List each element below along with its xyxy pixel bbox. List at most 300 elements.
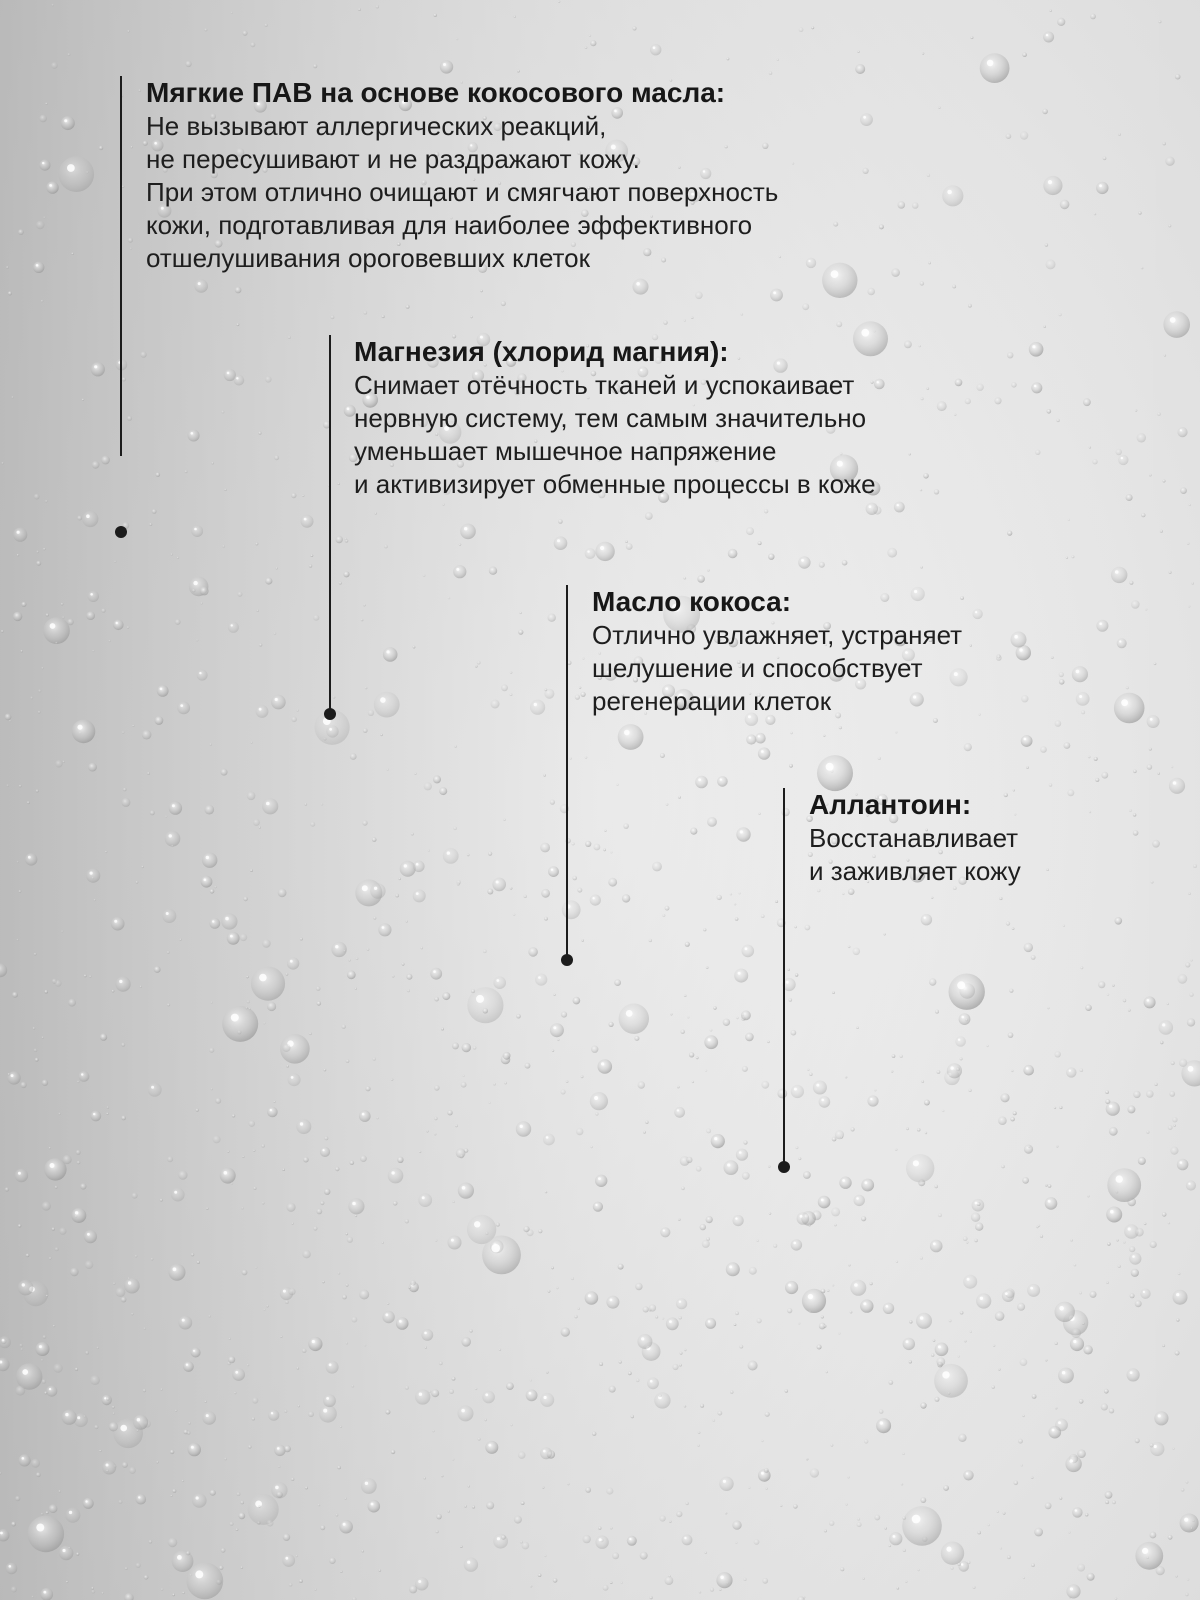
foam-bubble bbox=[552, 1050, 554, 1052]
foam-bubble bbox=[169, 1264, 186, 1281]
foam-bubble bbox=[440, 60, 453, 73]
foam-bubble bbox=[196, 1109, 199, 1112]
foam-bubble bbox=[665, 906, 670, 911]
foam-bubble bbox=[1043, 32, 1054, 43]
foam-bubble-highlight bbox=[723, 1480, 726, 1483]
foam-bubble bbox=[1127, 1105, 1135, 1113]
foam-bubble bbox=[1175, 1575, 1177, 1577]
foam-bubble-highlight bbox=[975, 1202, 978, 1205]
foam-bubble bbox=[413, 889, 426, 902]
foam-bubble-highlight bbox=[720, 778, 722, 780]
callout-text bbox=[809, 788, 1021, 888]
foam-bubble bbox=[106, 1397, 110, 1401]
foam-bubble bbox=[156, 1461, 158, 1463]
foam-bubble bbox=[826, 1371, 828, 1373]
foam-bubble bbox=[41, 1359, 43, 1361]
foam-bubble bbox=[535, 974, 547, 986]
foam-bubble bbox=[902, 1452, 905, 1455]
foam-bubble bbox=[1085, 1513, 1088, 1516]
foam-bubble bbox=[470, 316, 472, 318]
callout-pointer-line bbox=[783, 788, 785, 1168]
foam-bubble bbox=[544, 1555, 546, 1557]
foam-bubble bbox=[792, 162, 794, 164]
foam-bubble bbox=[898, 201, 906, 209]
foam-bubble-highlight bbox=[599, 1538, 602, 1541]
foam-bubble bbox=[864, 1439, 868, 1443]
foam-bubble bbox=[336, 536, 343, 543]
foam-bubble bbox=[561, 1327, 570, 1336]
callout-body-line: Восстанавливает bbox=[809, 823, 1019, 853]
foam-bubble bbox=[122, 185, 125, 188]
foam-bubble bbox=[850, 1311, 853, 1314]
foam-bubble bbox=[112, 1406, 115, 1409]
foam-bubble bbox=[358, 8, 361, 11]
foam-bubble bbox=[21, 602, 26, 607]
foam-bubble bbox=[460, 1545, 463, 1548]
foam-bubble bbox=[934, 1364, 968, 1398]
foam-bubble bbox=[832, 991, 835, 994]
foam-bubble bbox=[593, 1202, 603, 1212]
foam-bubble bbox=[935, 1343, 949, 1357]
foam-bubble bbox=[396, 1317, 409, 1330]
foam-bubble bbox=[598, 1526, 601, 1529]
foam-bubble bbox=[19, 1454, 31, 1466]
foam-bubble bbox=[572, 876, 577, 881]
foam-bubble bbox=[1112, 984, 1115, 987]
foam-bubble bbox=[976, 384, 983, 391]
foam-bubble bbox=[90, 1111, 101, 1122]
foam-bubble bbox=[99, 146, 103, 150]
foam-bubble bbox=[684, 1405, 686, 1407]
foam-bubble bbox=[863, 168, 869, 174]
foam-bubble-highlight bbox=[119, 980, 122, 983]
foam-bubble bbox=[622, 894, 630, 902]
foam-bubble-highlight bbox=[520, 1125, 523, 1128]
foam-bubble-highlight bbox=[259, 974, 267, 982]
foam-bubble bbox=[678, 1218, 681, 1221]
foam-bubble bbox=[561, 1011, 567, 1017]
foam-bubble bbox=[101, 1592, 103, 1594]
foam-bubble bbox=[726, 1262, 740, 1276]
foam-bubble bbox=[998, 1368, 1001, 1371]
foam-bubble bbox=[46, 181, 58, 193]
foam-bubble bbox=[486, 1501, 494, 1509]
foam-bubble-highlight bbox=[391, 1171, 394, 1174]
foam-bubble-highlight bbox=[600, 546, 604, 550]
foam-bubble bbox=[350, 1160, 355, 1165]
foam-bubble bbox=[1003, 1512, 1006, 1515]
foam-bubble bbox=[208, 1315, 211, 1318]
foam-bubble bbox=[1079, 1291, 1082, 1294]
foam-bubble bbox=[258, 1505, 260, 1507]
foam-bubble-highlight bbox=[897, 504, 899, 506]
foam-bubble bbox=[610, 1527, 613, 1530]
foam-bubble bbox=[245, 1007, 247, 1009]
foam-bubble bbox=[286, 1065, 289, 1068]
foam-bubble bbox=[172, 1489, 176, 1493]
foam-bubble bbox=[384, 545, 388, 549]
foam-bubble bbox=[510, 887, 513, 890]
foam-bubble bbox=[925, 1132, 927, 1134]
foam-bubble bbox=[213, 1135, 221, 1143]
callout-pointer-line bbox=[566, 585, 568, 960]
foam-bubble bbox=[76, 1150, 81, 1155]
foam-bubble bbox=[838, 1332, 840, 1334]
foam-bubble bbox=[101, 608, 105, 612]
foam-bubble bbox=[903, 1338, 915, 1350]
foam-bubble bbox=[276, 567, 278, 569]
foam-bubble-highlight bbox=[967, 1278, 970, 1281]
foam-bubble bbox=[595, 1112, 598, 1115]
foam-bubble-highlight bbox=[199, 672, 201, 674]
foam-bubble bbox=[49, 1504, 58, 1513]
foam-bubble bbox=[1126, 686, 1129, 689]
foam-bubble bbox=[546, 1371, 549, 1374]
foam-bubble-highlight bbox=[151, 1086, 154, 1089]
foam-bubble bbox=[1007, 531, 1012, 536]
foam-bubble bbox=[1177, 427, 1187, 437]
foam-bubble-highlight bbox=[362, 1113, 365, 1116]
foam-bubble-highlight bbox=[323, 1409, 327, 1413]
foam-bubble bbox=[1135, 1542, 1163, 1570]
foam-bubble bbox=[1150, 1241, 1157, 1248]
foam-bubble bbox=[285, 1300, 289, 1304]
foam-bubble bbox=[787, 968, 790, 971]
foam-bubble bbox=[46, 613, 49, 616]
foam-bubble bbox=[571, 1277, 574, 1280]
foam-bubble bbox=[1104, 1389, 1109, 1394]
foam-bubble bbox=[460, 1154, 464, 1158]
foam-bubble-highlight bbox=[191, 1446, 194, 1449]
foam-bubble bbox=[343, 950, 345, 952]
foam-bubble-highlight bbox=[854, 1283, 858, 1287]
foam-bubble bbox=[1020, 131, 1028, 139]
foam-bubble bbox=[229, 1522, 233, 1526]
foam-bubble bbox=[636, 1379, 640, 1383]
foam-bubble bbox=[614, 979, 621, 986]
foam-bubble-highlight bbox=[204, 878, 207, 881]
foam-bubble bbox=[755, 733, 766, 744]
foam-bubble bbox=[238, 1513, 245, 1520]
foam-bubble bbox=[398, 878, 401, 881]
foam-bubble bbox=[1028, 1145, 1031, 1148]
foam-bubble bbox=[1109, 1127, 1118, 1136]
foam-bubble-highlight bbox=[740, 830, 743, 833]
foam-bubble bbox=[452, 1200, 455, 1203]
foam-bubble bbox=[902, 1506, 942, 1546]
foam-bubble-highlight bbox=[942, 1371, 949, 1378]
foam-bubble-highlight bbox=[816, 1084, 819, 1087]
foam-bubble bbox=[1103, 157, 1107, 161]
foam-bubble bbox=[934, 1185, 938, 1189]
foam-bubble bbox=[1012, 927, 1015, 930]
foam-bubble bbox=[452, 1042, 459, 1049]
foam-bubble bbox=[167, 951, 170, 954]
foam-bubble bbox=[221, 1548, 226, 1553]
foam-bubble bbox=[874, 1515, 880, 1521]
foam-bubble bbox=[434, 14, 437, 17]
foam-bubble bbox=[591, 1046, 598, 1053]
foam-bubble bbox=[516, 1121, 531, 1136]
foam-bubble bbox=[493, 976, 506, 989]
foam-bubble bbox=[320, 1525, 325, 1530]
foam-bubble-highlight bbox=[677, 1109, 679, 1111]
foam-bubble bbox=[650, 44, 661, 55]
callout-body-line: уменьшает мышечное напряжение bbox=[354, 436, 777, 466]
foam-bubble-highlight bbox=[745, 947, 748, 950]
foam-bubble bbox=[28, 1516, 65, 1553]
foam-bubble-highlight bbox=[290, 960, 293, 963]
foam-bubble bbox=[1175, 74, 1181, 80]
foam-bubble-highlight bbox=[67, 164, 75, 172]
foam-bubble bbox=[202, 853, 217, 868]
foam-bubble bbox=[127, 416, 132, 421]
foam-bubble bbox=[364, 1344, 366, 1346]
foam-bubble bbox=[922, 52, 924, 54]
foam-bubble bbox=[548, 1290, 551, 1293]
foam-bubble bbox=[248, 1494, 279, 1525]
foam-bubble bbox=[764, 509, 768, 513]
foam-bubble bbox=[21, 1348, 24, 1351]
foam-bubble bbox=[1031, 1563, 1035, 1567]
foam-bubble bbox=[619, 1004, 649, 1034]
foam-bubble bbox=[955, 379, 963, 387]
foam-bubble-highlight bbox=[137, 1418, 140, 1421]
foam-bubble bbox=[1018, 1439, 1023, 1444]
foam-bubble bbox=[558, 1, 560, 3]
foam-bubble-highlight bbox=[206, 1414, 209, 1417]
foam-bubble bbox=[1059, 679, 1065, 685]
foam-bubble bbox=[247, 792, 256, 801]
foam-bubble bbox=[906, 1127, 909, 1130]
foam-bubble bbox=[1112, 1500, 1116, 1504]
foam-bubble bbox=[39, 160, 50, 171]
foam-bubble bbox=[592, 1432, 596, 1436]
foam-bubble bbox=[706, 966, 709, 969]
foam-bubble bbox=[106, 1470, 109, 1473]
foam-bubble bbox=[61, 603, 64, 606]
foam-bubble bbox=[770, 289, 783, 302]
foam-bubble bbox=[1149, 748, 1152, 751]
foam-bubble bbox=[431, 1389, 439, 1397]
foam-bubble bbox=[287, 957, 299, 969]
foam-bubble bbox=[1186, 1180, 1196, 1190]
foam-bubble bbox=[503, 1052, 511, 1060]
foam-bubble bbox=[302, 495, 304, 497]
foam-bubble bbox=[197, 670, 208, 681]
foam-bubble bbox=[1055, 1407, 1057, 1409]
foam-bubble bbox=[55, 980, 62, 987]
foam-bubble bbox=[578, 1307, 580, 1309]
foam-bubble bbox=[742, 1172, 750, 1180]
foam-bubble-highlight bbox=[958, 1039, 960, 1041]
foam-bubble bbox=[480, 290, 483, 293]
foam-bubble bbox=[1169, 1091, 1175, 1097]
foam-bubble bbox=[259, 826, 261, 828]
foam-bubble bbox=[833, 222, 838, 227]
foam-bubble bbox=[581, 939, 584, 942]
foam-bubble-highlight bbox=[826, 763, 834, 771]
foam-bubble bbox=[647, 1377, 659, 1389]
foam-bubble bbox=[1094, 757, 1098, 761]
foam-bubble bbox=[949, 1319, 952, 1322]
foam-bubble bbox=[426, 1130, 428, 1132]
foam-bubble bbox=[85, 1351, 89, 1355]
foam-bubble bbox=[526, 1389, 538, 1401]
foam-bubble bbox=[1087, 1573, 1095, 1581]
foam-bubble bbox=[1054, 1107, 1056, 1109]
foam-bubble bbox=[743, 1140, 747, 1144]
foam-bubble bbox=[543, 774, 546, 777]
foam-bubble bbox=[410, 1280, 416, 1286]
foam-bubble bbox=[739, 1345, 743, 1349]
foam-bubble bbox=[144, 1575, 149, 1580]
foam-bubble bbox=[407, 989, 410, 992]
foam-bubble-highlight bbox=[653, 46, 656, 49]
foam-bubble bbox=[1135, 1228, 1144, 1237]
foam-bubble-highlight bbox=[595, 1204, 597, 1206]
foam-bubble bbox=[724, 1160, 739, 1175]
foam-bubble bbox=[876, 1418, 891, 1433]
foam-bubble bbox=[70, 1268, 79, 1277]
foam-bubble bbox=[308, 1411, 314, 1417]
foam-bubble bbox=[365, 1086, 370, 1091]
foam-bubble bbox=[1123, 1241, 1126, 1244]
callout-body-line: и заживляет кожу bbox=[809, 856, 1021, 886]
foam-bubble bbox=[240, 1501, 244, 1505]
foam-bubble-highlight bbox=[708, 1320, 710, 1322]
callout-body-line: При этом отлично очищают и смягчают поверхность bbox=[146, 177, 779, 207]
foam-bubble bbox=[510, 1424, 512, 1426]
foam-bubble bbox=[430, 968, 442, 980]
foam-bubble bbox=[434, 1117, 437, 1120]
foam-bubble-highlight bbox=[924, 917, 926, 919]
foam-bubble bbox=[191, 525, 203, 537]
foam-bubble bbox=[1087, 1195, 1089, 1197]
foam-bubble-highlight bbox=[419, 1393, 422, 1396]
foam-bubble-highlight bbox=[869, 505, 872, 508]
foam-bubble bbox=[313, 1226, 317, 1230]
foam-bubble-highlight bbox=[496, 881, 499, 884]
foam-bubble bbox=[192, 589, 196, 593]
foam-bubble bbox=[1116, 449, 1122, 455]
foam-bubble bbox=[368, 1500, 381, 1513]
foam-bubble bbox=[1, 462, 3, 464]
foam-bubble bbox=[817, 755, 853, 791]
foam-bubble bbox=[289, 1583, 293, 1587]
foam-bubble bbox=[736, 1149, 748, 1161]
foam-bubble bbox=[152, 509, 157, 514]
foam-bubble bbox=[1133, 813, 1136, 816]
foam-bubble-highlight bbox=[174, 1191, 177, 1194]
foam-bubble-highlight bbox=[17, 531, 20, 534]
foam-bubble bbox=[370, 883, 385, 898]
foam-bubble bbox=[1185, 962, 1190, 967]
foam-bubble bbox=[856, 1026, 859, 1029]
foam-bubble bbox=[662, 1317, 664, 1319]
foam-bubble bbox=[1000, 1547, 1002, 1549]
foam-bubble bbox=[273, 632, 276, 635]
foam-bubble bbox=[220, 1168, 236, 1184]
foam-bubble bbox=[475, 665, 478, 668]
foam-bubble bbox=[556, 1287, 558, 1289]
foam-bubble bbox=[719, 1589, 721, 1591]
foam-bubble bbox=[313, 64, 317, 68]
foam-bubble bbox=[458, 1183, 474, 1199]
foam-bubble bbox=[797, 1212, 810, 1225]
foam-bubble-highlight bbox=[1128, 1227, 1131, 1230]
foam-bubble bbox=[992, 1385, 995, 1388]
foam-bubble bbox=[375, 512, 377, 514]
foam-bubble bbox=[142, 730, 152, 740]
foam-bubble bbox=[798, 1322, 800, 1324]
foam-bubble bbox=[929, 978, 936, 985]
foam-bubble bbox=[958, 1355, 960, 1357]
foam-bubble-highlight bbox=[169, 834, 172, 837]
foam-bubble bbox=[1034, 1528, 1043, 1537]
foam-bubble bbox=[583, 1535, 591, 1543]
foam-bubble bbox=[236, 323, 239, 326]
foam-bubble bbox=[291, 493, 296, 498]
foam-bubble bbox=[42, 1036, 44, 1038]
foam-bubble bbox=[806, 258, 816, 268]
foam-bubble bbox=[660, 1227, 670, 1237]
foam-bubble bbox=[443, 848, 459, 864]
foam-bubble bbox=[1059, 672, 1064, 677]
foam-bubble bbox=[169, 801, 182, 814]
foam-bubble-highlight bbox=[259, 708, 262, 711]
foam-bubble-highlight bbox=[231, 1014, 239, 1022]
foam-bubble bbox=[1090, 1291, 1097, 1298]
foam-bubble bbox=[798, 1157, 801, 1160]
foam-bubble bbox=[1176, 1318, 1179, 1321]
foam-bubble bbox=[347, 970, 356, 979]
foam-bubble bbox=[372, 1057, 376, 1061]
foam-bubble bbox=[436, 1514, 442, 1520]
foam-bubble bbox=[554, 536, 568, 550]
foam-bubble-highlight bbox=[43, 1591, 46, 1594]
foam-bubble bbox=[1059, 313, 1062, 316]
foam-bubble bbox=[13, 528, 27, 542]
foam-bubble bbox=[941, 1542, 964, 1565]
foam-bubble bbox=[86, 869, 100, 883]
foam-bubble bbox=[1063, 925, 1065, 927]
foam-bubble bbox=[36, 789, 39, 792]
foam-bubble bbox=[1133, 770, 1137, 774]
foam-bubble bbox=[631, 1415, 634, 1418]
foam-bubble-highlight bbox=[371, 1503, 374, 1506]
foam-bubble bbox=[884, 1527, 887, 1530]
foam-bubble-highlight bbox=[1173, 781, 1177, 785]
foam-bubble bbox=[227, 1150, 229, 1152]
foam-bubble bbox=[1171, 766, 1173, 768]
foam-bubble-highlight bbox=[365, 1482, 368, 1485]
foam-bubble-highlight bbox=[90, 872, 93, 875]
foam-bubble bbox=[789, 998, 793, 1002]
foam-bubble bbox=[232, 1114, 235, 1117]
foam-bubble bbox=[741, 313, 744, 316]
foam-bubble bbox=[544, 688, 547, 691]
foam-bubble bbox=[200, 587, 209, 596]
foam-bubble bbox=[127, 626, 129, 628]
foam-bubble-highlight bbox=[285, 1557, 288, 1560]
foam-bubble-highlight bbox=[987, 60, 994, 67]
foam-bubble bbox=[405, 1219, 409, 1223]
foam-bubble bbox=[43, 548, 45, 550]
foam-bubble bbox=[393, 1201, 398, 1206]
foam-bubble bbox=[84, 1230, 97, 1243]
foam-bubble bbox=[114, 560, 116, 562]
